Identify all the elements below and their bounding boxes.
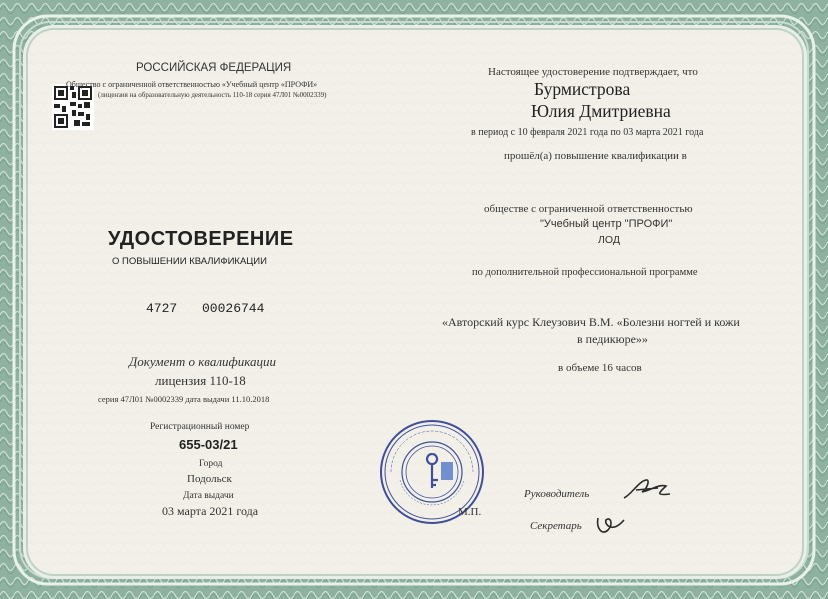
secretary-signature-icon xyxy=(592,510,632,540)
issue-date: 03 марта 2021 года xyxy=(162,504,259,518)
training-org-line1: обществе с ограниченной ответственностью xyxy=(484,203,693,215)
issuer-org-line: Общество с ограниченной ответственностью «Учебный центр «ПРОФИ» xyxy=(66,80,318,89)
country-header: РОССИЙСКАЯ ФЕДЕРАЦИЯ xyxy=(136,62,292,74)
course-title-line1: «Авторский курс Клеузович В.М. «Болезни ногтей и кожи xyxy=(442,315,740,329)
program-intro: по дополнительной профессиональной программе xyxy=(472,267,698,278)
license-detail: серия 47Л01 №0002339 дата выдачи 11.10.2018 xyxy=(98,394,270,404)
issue-date-label: Дата выдачи xyxy=(183,491,234,501)
certificate-title: УДОСТОВЕРЕНИЕ xyxy=(108,228,294,250)
study-period: в период с 10 февраля 2021 года по 03 марта 2021 года xyxy=(471,127,704,138)
certificate-number: 00026744 xyxy=(202,301,265,316)
qr-code-icon xyxy=(52,84,94,130)
training-org-name: "Учебный центр "ПРОФИ" xyxy=(540,218,673,230)
secretary-label: Секретарь xyxy=(530,520,582,532)
license-label: лицензия 110-18 xyxy=(155,373,246,388)
certificate-subtitle: О ПОВЫШЕНИИ КВАЛИФИКАЦИИ xyxy=(112,256,267,267)
registration-label: Регистрационный номер xyxy=(150,422,250,432)
issuer-license-line: (лицензия на образовательную деятельность 110-18 серия 47Л01 №0002339) xyxy=(98,91,327,99)
head-label: Руководитель xyxy=(524,488,590,500)
registration-number: 655-03/21 xyxy=(179,437,238,452)
city-label: Город xyxy=(199,459,223,469)
holder-name: Юлия Дмитриевна xyxy=(531,101,671,121)
qualification-doc-label: Документ о квалификации xyxy=(129,354,276,369)
holder-surname: Бурмистрова xyxy=(534,79,631,99)
course-hours: в объеме 16 часов xyxy=(558,362,642,374)
confirm-statement: Настоящее удостоверение подтверждает, что xyxy=(488,66,698,78)
certificate-series: 4727 xyxy=(146,301,178,316)
city-value: Подольск xyxy=(187,473,232,485)
stamp-place-label: М.П. xyxy=(458,506,482,518)
training-org-abbr: ЛОД xyxy=(598,234,620,246)
course-title-line2: в педикюре»» xyxy=(577,332,648,346)
passed-statement: прошёл(а) повышение квалификации в xyxy=(504,150,687,162)
head-signature-icon xyxy=(618,474,678,504)
